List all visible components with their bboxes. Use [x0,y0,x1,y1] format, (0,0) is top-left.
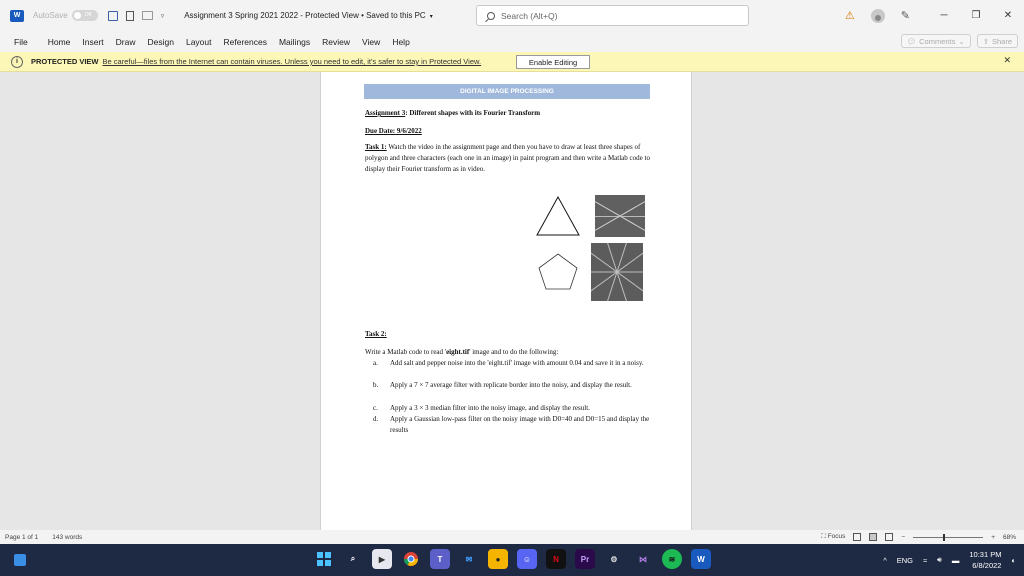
warning-icon[interactable]: ⚠ [844,10,855,22]
zoom-in-icon[interactable]: + [991,533,995,541]
netflix-icon[interactable]: N [546,549,566,569]
tab-design[interactable]: Design [147,36,174,47]
avatar[interactable] [871,9,885,23]
word-icon: W [10,10,24,22]
minimize-button[interactable]: ─ [940,10,948,21]
search-placeholder: Search (Alt+Q) [501,10,558,21]
template-icon[interactable] [142,11,153,20]
tab-file[interactable]: File [14,36,28,47]
chrome-icon[interactable] [401,549,421,569]
autosave-toggle[interactable]: Off [72,10,98,21]
pentagon-shape-image [535,243,581,301]
task2-intro: Write a Matlab code to read 'eight.tif' image and to do the following: [365,348,559,356]
teams-meet-icon[interactable]: ▶ [372,549,392,569]
pen-icon[interactable]: ✎ [900,10,910,22]
triangle-shape-image [535,195,581,237]
search-icon[interactable]: ⌕ [350,554,356,563]
task1-paragraph: Task 1: Watch the video in the assignment page and then you have to draw at least three shapes of polygon and three characters (each one in an image) in paint program and then write a Matlab code to display their Fourier transform as in video. [365,143,650,173]
ribbon-tabs [0,31,1024,52]
chevron-down-icon: ▾ [429,14,433,20]
comments-button[interactable]: 💬︎ Comments ⌄ [901,34,971,48]
document-title[interactable]: Assignment 3 Spring 2021 2022 - Protected View • Saved to this PC ▾ [184,11,433,20]
tab-layout[interactable]: Layout [185,36,212,47]
taskbar [0,544,1024,576]
share-button[interactable]: ⇪ Share [977,34,1018,48]
clock[interactable]: 10:31 PM 6/8/2022 [969,550,1002,570]
due-date: Due Date: 9/6/2022 [365,127,422,135]
figure-triangle-row [535,195,645,237]
file-explorer-icon[interactable]: ✉ [459,549,479,569]
volume-icon[interactable]: 🔊︎ [937,555,942,564]
word-icon[interactable]: W [691,549,711,569]
customize-qat-icon[interactable]: ▿ [160,12,165,20]
close-icon[interactable]: ✕ [1003,55,1011,65]
document-page[interactable]: DIGITAL IMAGE PROCESSING Assignment 3: Different shapes with its Fourier Transform Due Date: 9/6/2022 Task 1: Watch the video in the assignment page and then you have to draw at least three shapes of polygon and three characters (each one in an image) in paint program and then write a Matlab code to display their Fourier transform as in video. Task 2: Write a Matlab code to read 'eight.tif' image and to do the following: a. Add salt and pepper noise into the 'eight.tif' image with amount 0.04 and save it in a noisy. b. Apply a 7 × 7 average filter with replicate border into the noisy, and display the result. c. Apply a 3 × 3 median filter into the noisy image, and display the result. d. Apply a Gaussian low-pass filter on the noisy image with D0=40 and D0=15 and display the results [320,72,692,530]
chevron-up-icon[interactable]: ^ [883,555,887,565]
system-tray [883,544,1016,576]
comment-icon: 💬︎ [906,36,917,46]
triangle-fourier-image [595,195,645,237]
visual-studio-icon[interactable]: ⋈ [639,554,647,564]
autosave-label: AutoSave [33,11,68,20]
zoom-slider[interactable] [913,537,983,538]
pentagon-fourier-image [591,243,643,301]
zoom-slider-thumb[interactable] [943,534,945,541]
chevron-down-icon: ⌄ [958,36,965,46]
wifi-icon[interactable]: ≈ [923,555,928,565]
info-icon: i [11,56,23,68]
figure-pentagon-row [535,243,643,301]
notification-icon[interactable]: ◐ [1011,555,1016,565]
battery-icon[interactable]: ▬ [951,555,960,565]
search-input[interactable] [476,5,749,26]
teams-icon[interactable]: T [430,549,450,569]
enable-editing-button[interactable]: Enable Editing [516,55,590,69]
new-document-icon[interactable] [126,11,134,21]
tab-insert[interactable]: Insert [82,36,104,47]
zoom-out-icon[interactable]: − [901,533,906,541]
autosave-control[interactable] [33,10,98,21]
print-layout-icon[interactable] [869,533,877,541]
protected-view-bar [0,52,1024,72]
task2-heading: Task 2: [365,330,387,338]
discord-icon[interactable]: ☺ [517,549,537,569]
word-count[interactable]: 143 words [52,533,83,541]
document-banner: DIGITAL IMAGE PROCESSING [364,84,650,99]
focus-button[interactable]: ⛶ Focus [821,533,846,540]
widgets-icon[interactable] [14,554,26,566]
document-canvas[interactable] [0,72,1024,530]
status-bar [0,530,1024,544]
tab-mailings[interactable]: Mailings [278,36,311,47]
vpn-icon[interactable]: ● [488,549,508,569]
read-mode-icon[interactable] [853,533,861,541]
restore-button[interactable]: ❐ [971,10,981,21]
tab-references[interactable]: References [223,36,267,47]
search-icon [487,12,495,20]
web-layout-icon[interactable] [885,533,893,541]
protected-view-label: PROTECTED VIEW [31,57,99,66]
close-button[interactable]: ✕ [1003,10,1013,21]
tab-view[interactable]: View [362,36,381,47]
tab-help[interactable]: Help [392,36,410,47]
tab-home[interactable]: Home [47,36,71,47]
quick-access-toolbar [108,11,165,21]
start-icon[interactable] [314,549,334,569]
settings-gear-icon[interactable]: ⚙ [610,554,618,564]
language-indicator[interactable]: ENG [896,555,913,565]
save-icon[interactable] [108,11,118,21]
tab-review[interactable]: Review [322,36,351,47]
page-count[interactable]: Page 1 of 1 [5,533,39,541]
zoom-level[interactable]: 68% [1002,533,1016,541]
focus-icon: ⛶ [821,533,826,540]
premiere-icon[interactable]: Pr [575,549,595,569]
title-bar [0,0,1024,31]
share-icon: ⇪ [982,36,989,46]
tab-draw[interactable]: Draw [115,36,136,47]
protected-view-message[interactable]: Be careful—files from the Internet can contain viruses. Unless you need to edit, it's safer to stay in Protected View. [102,57,482,66]
assignment-heading: Assignment 3: Different shapes with its Fourier Transform [365,109,541,117]
spotify-icon[interactable]: ≋ [662,549,682,569]
